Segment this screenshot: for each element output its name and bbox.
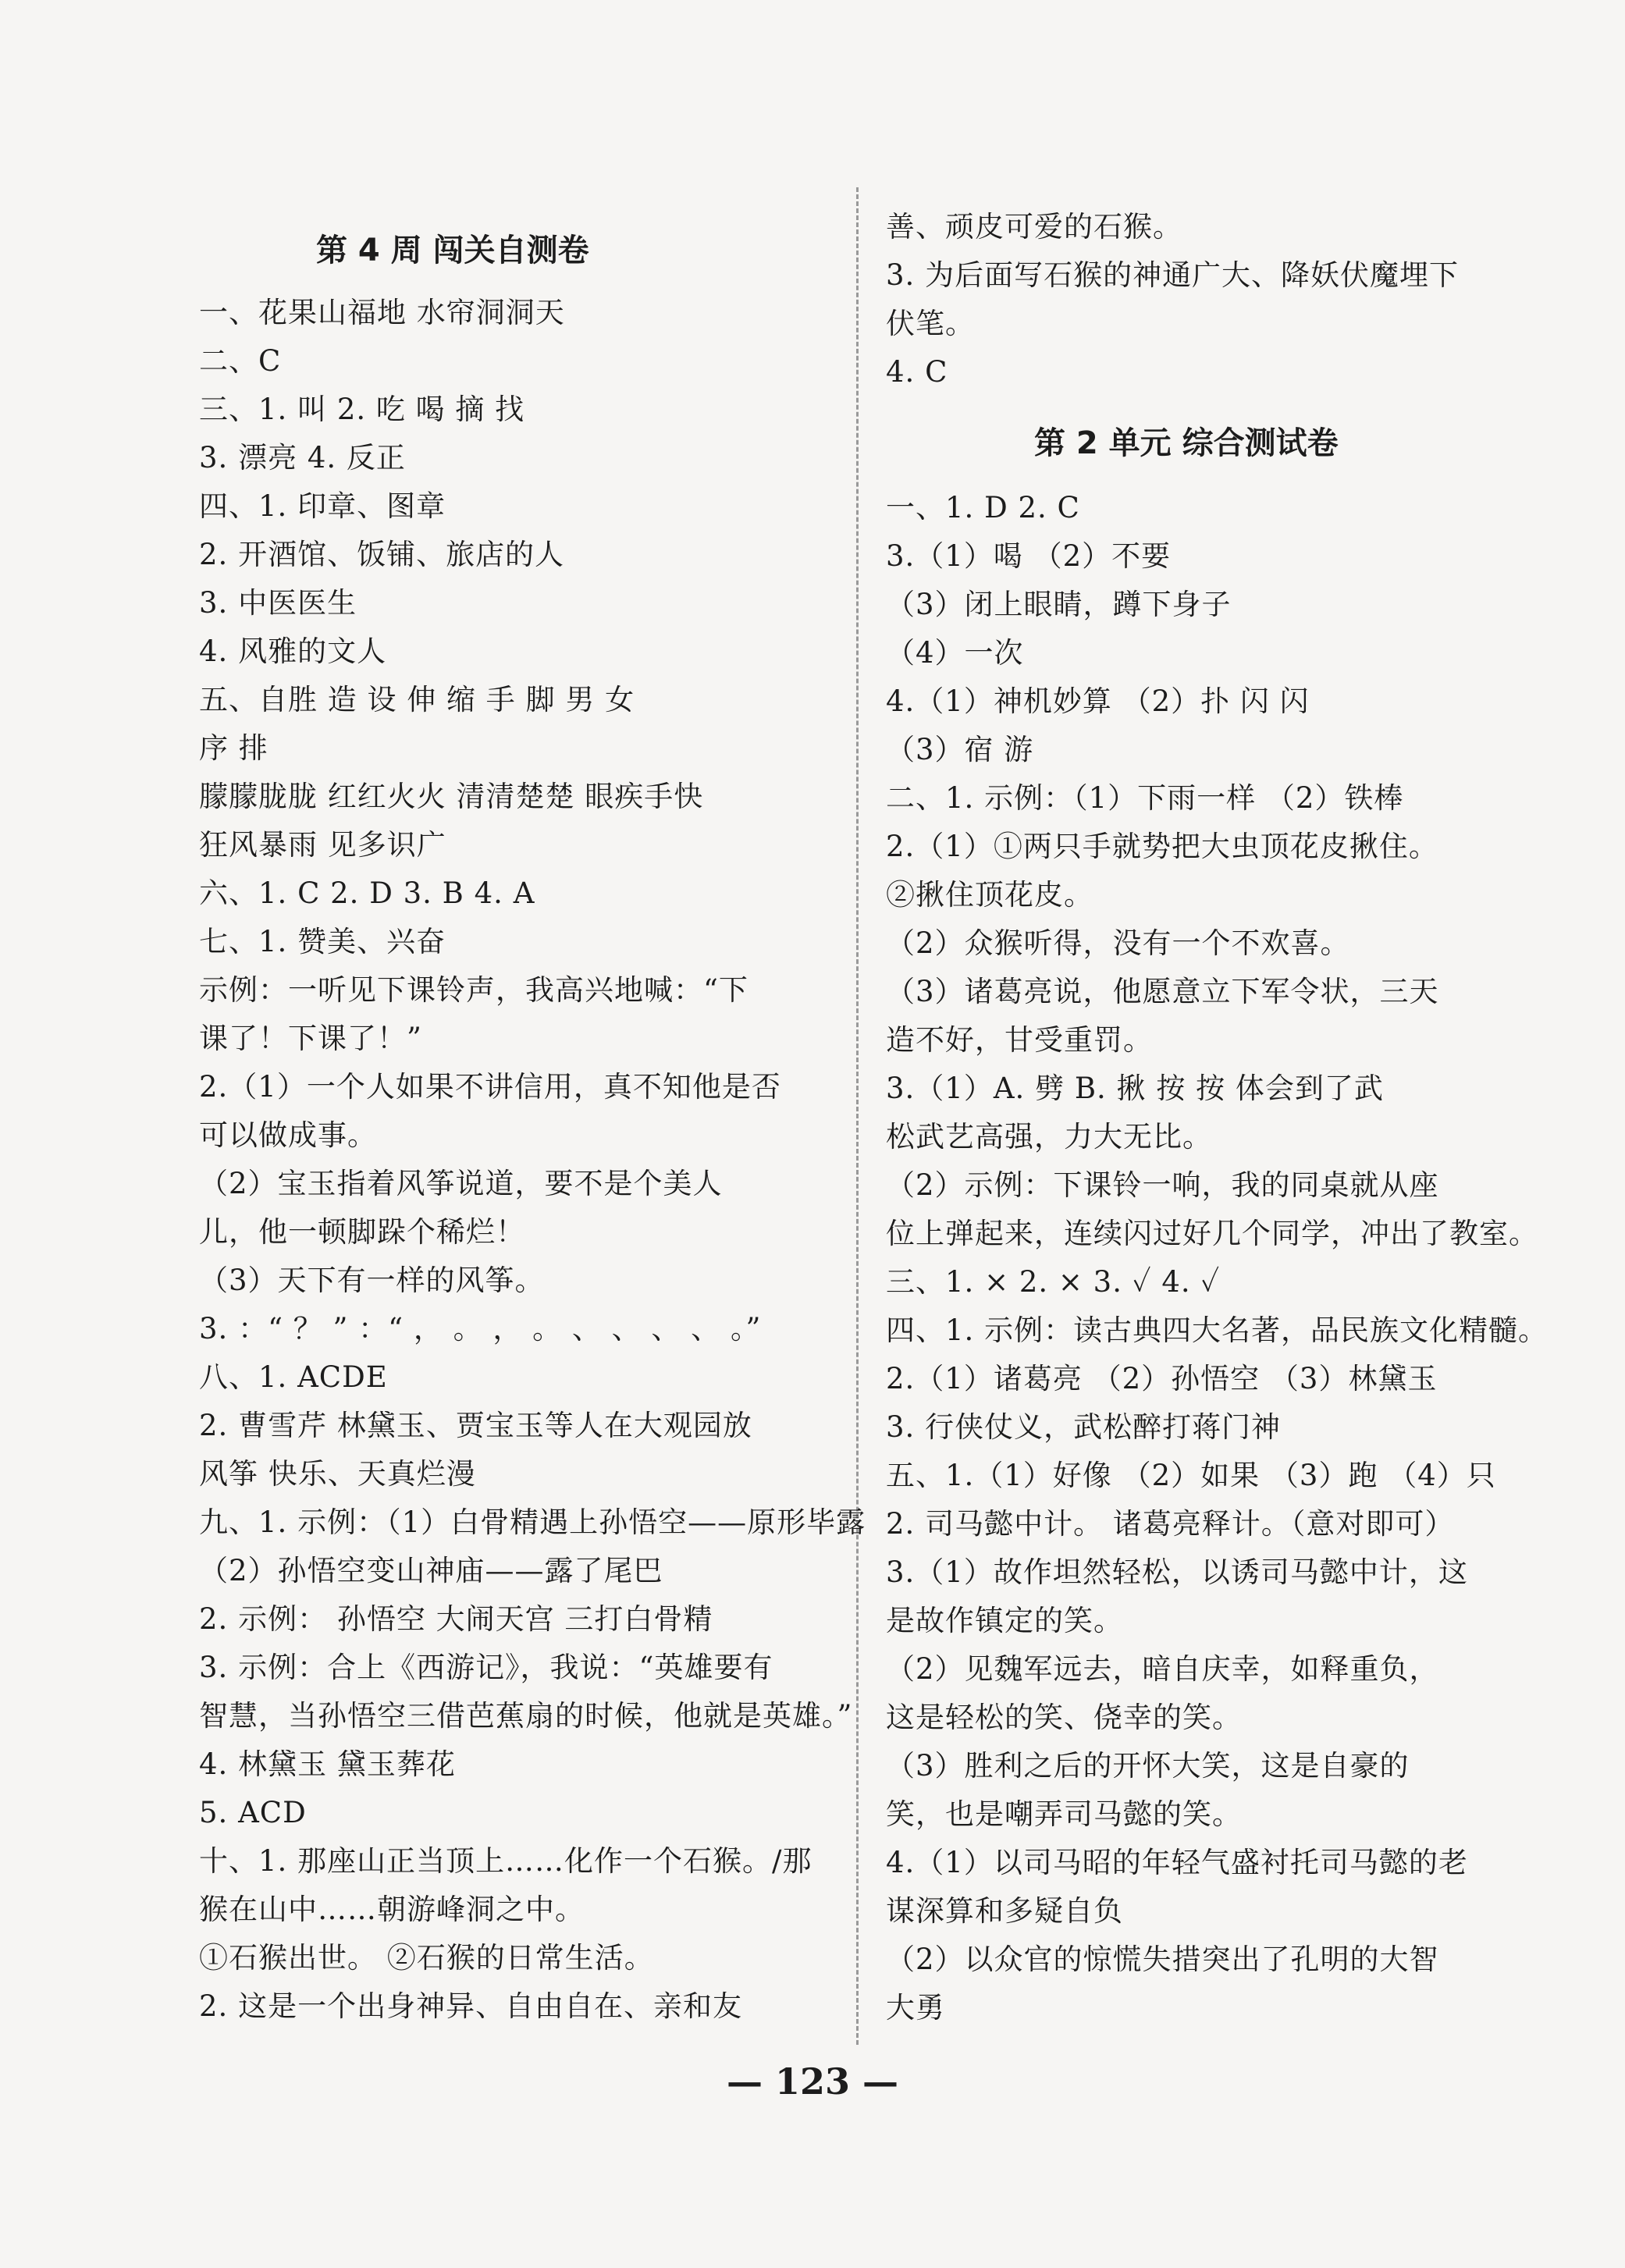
answer-line: 序 排 [199, 731, 268, 765]
answer-line: 4.（1）以司马昭的年轻气盛衬托司马懿的老 [886, 1846, 1468, 1879]
answer-line: 2. 开酒馆、饭铺、旅店的人 [199, 538, 565, 571]
answer-line: （3）闭上眼睛，蹲下身子 [886, 588, 1232, 621]
answer-line: 儿，他一顿脚跺个稀烂！ [199, 1215, 525, 1249]
answer-line: ①石猴出世。 ②石猴的日常生活。 [199, 1941, 654, 1975]
answer-line: 风筝 快乐、天真烂漫 [199, 1457, 476, 1491]
answer-line: 课了！下课了！” [199, 1022, 422, 1055]
answer-line: 2. 这是一个出身神异、自由自在、亲和友 [199, 1989, 743, 2023]
answer-line: 六、1. C 2. D 3. B 4. A [199, 876, 535, 910]
answer-line: ②揪住顶花皮。 [886, 878, 1093, 912]
answer-line: 4.（1）神机妙算 （2）扑 闪 闪 [886, 684, 1310, 718]
answer-line: 八、1. ACDE [199, 1360, 388, 1394]
answer-line: 是故作镇定的笑。 [886, 1604, 1123, 1637]
answer-line: 3.（1）故作坦然轻松，以诱司马懿中计，这 [886, 1555, 1468, 1589]
answer-line: 3. 漂亮 4. 反正 [199, 441, 406, 475]
answer-line: 3. 行侠仗义，武松醉打蒋门神 [886, 1410, 1282, 1444]
answer-line: 3. ：“ ？ ” ：“ ， 。 ， 。 、 、 、 、 。” [199, 1312, 762, 1346]
answer-line: 2.（1）诸葛亮 （2）孙悟空 （3）林黛玉 [886, 1362, 1438, 1395]
answer-line: （3）胜利之后的开怀大笑，这是自豪的 [886, 1749, 1410, 1783]
answer-line: （3）天下有一样的风筝。 [199, 1264, 545, 1297]
answer-line: 笑，也是嘲弄司马懿的笑。 [886, 1797, 1242, 1831]
section-title-unit2: 第 2 单元 综合测试卷 [1034, 425, 1339, 461]
answer-line: 大勇 [886, 1991, 945, 2024]
answer-line: 一、花果山福地 水帘洞洞天 [199, 296, 565, 329]
answer-line: 四、1. 印章、图章 [199, 489, 446, 523]
answer-line: 二、C [199, 344, 282, 378]
page-number: — 123 — [726, 2060, 899, 2103]
answer-line: 2. 曹雪芹 林黛玉、贾宝玉等人在大观园放 [199, 1409, 752, 1442]
answer-line: 十、1. 那座山正当顶上……化作一个石猴。/那 [199, 1844, 812, 1878]
answer-line: （3）诸葛亮说，他愿意立下军令状，三天 [886, 975, 1439, 1008]
answer-line: 3. 中医医生 [199, 586, 357, 620]
answer-line: 2. 司马懿中计。 诸葛亮释计。（意对即可） [886, 1507, 1455, 1541]
answer-line: 九、1. 示例：（1）白骨精遇上孙悟空——原形毕露 [199, 1505, 866, 1539]
answer-line: 造不好，甘受重罚。 [886, 1023, 1153, 1057]
answer-line: 五、1.（1）好像 （2）如果 （3）跑 （4）只 [886, 1459, 1496, 1492]
answer-line: （2）孙悟空变山神庙——露了尾巴 [199, 1554, 663, 1587]
answer-line: 3. 示例：合上《西游记》，我说：“英雄要有 [199, 1651, 773, 1684]
answer-line: 可以做成事。 [199, 1118, 377, 1152]
answer-line: 四、1. 示例：读古典四大名著，品民族文化精髓。 [886, 1314, 1549, 1347]
column-divider [856, 187, 859, 2045]
answer-line: （4）一次 [886, 636, 1024, 670]
answer-line: （2）以众官的惊慌失措突出了孔明的大智 [886, 1943, 1439, 1976]
answer-line: 猴在山中……朝游峰洞之中。 [199, 1893, 585, 1926]
answer-line: 这是轻松的笑、侥幸的笑。 [886, 1701, 1242, 1734]
answer-line: 七、1. 赞美、兴奋 [199, 925, 446, 958]
answer-line: 善、顽皮可爱的石猴。 [886, 210, 1182, 244]
answer-line: 二、1. 示例：（1）下雨一样 （2）铁棒 [886, 781, 1404, 815]
answer-line: 3. 为后面写石猴的神通广大、降妖伏魔埋下 [886, 258, 1460, 292]
answer-line: （2）众猴听得，没有一个不欢喜。 [886, 926, 1350, 960]
answer-line: 伏笔。 [886, 307, 975, 340]
answer-line: （2）见魏军远去，暗自庆幸，如释重负， [886, 1652, 1439, 1686]
answer-line: 一、1. D 2. C [886, 491, 1080, 524]
answer-line: （2）宝玉指着风筝说道，要不是个美人 [199, 1167, 723, 1200]
answer-line: 狂风暴雨 见多识广 [199, 828, 446, 862]
answer-line: 2. 示例： 孙悟空 大闹天宫 三打白骨精 [199, 1602, 713, 1636]
answer-line: 2.（1）①两只手就势把大虫顶花皮揪住。 [886, 830, 1438, 863]
answer-line: 五、自胜 造 设 伸 缩 手 脚 男 女 [199, 683, 635, 716]
answer-line: 示例：一听见下课铃声，我高兴地喊：“下 [199, 973, 748, 1007]
answer-line: 3.（1）A. 劈 B. 揪 按 按 体会到了武 [886, 1072, 1384, 1105]
answer-line: 3.（1）喝 （2）不要 [886, 539, 1172, 573]
answer-line: 谋深算和多疑自负 [886, 1894, 1123, 1928]
answer-line: 松武艺高强，力大无比。 [886, 1120, 1212, 1154]
answer-line: 4. 风雅的文人 [199, 635, 387, 668]
answer-line: 朦朦胧胧 红红火火 清清楚楚 眼疾手快 [199, 780, 704, 813]
answer-line: 智慧，当孙悟空三借芭蕉扇的时候，他就是英雄。” [199, 1699, 853, 1733]
answer-line: 4. C [886, 355, 948, 389]
answer-line: （3）宿 游 [886, 733, 1034, 766]
answer-line: 5. ACD [199, 1796, 307, 1829]
section-title-week4: 第 4 周 闯关自测卷 [316, 233, 589, 268]
answer-line: 三、1. 叫 2. 吃 喝 摘 找 [199, 393, 525, 426]
answer-line: （2）示例：下课铃一响，我的同桌就从座 [886, 1168, 1439, 1202]
answer-line: 三、1. × 2. × 3. ✓ 4. ✓ [886, 1265, 1221, 1299]
answer-line: 2.（1）一个人如果不讲信用，真不知他是否 [199, 1070, 781, 1104]
answer-line: 4. 林黛玉 黛玉葬花 [199, 1747, 456, 1781]
answer-line: 位上弹起来，连续闪过好几个同学，冲出了教室。 [886, 1217, 1538, 1250]
